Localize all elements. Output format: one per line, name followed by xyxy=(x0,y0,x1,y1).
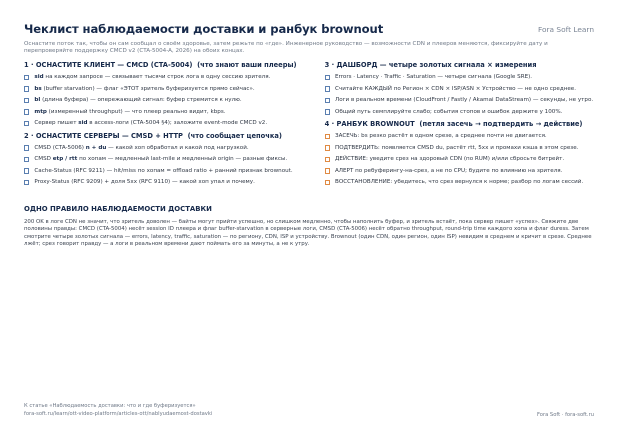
checkbox-icon[interactable] xyxy=(24,121,29,126)
checklist-item-text xyxy=(335,86,576,93)
checklist-item[interactable] xyxy=(24,109,297,116)
checkbox-icon[interactable] xyxy=(325,168,330,173)
section-3-heading: 3 · ДАШБОРД — четыре золотых сигнала × измерения xyxy=(324,61,537,70)
item-prefix: CMSD xyxy=(34,156,53,163)
section-2-heading: 2 · ОСНАСТИТЕ СЕРВЕРЫ — CMSD + HTTP (что сообщает цепочка) xyxy=(24,131,282,140)
section-4-list xyxy=(325,133,596,186)
checklist-item[interactable] xyxy=(325,133,596,140)
checkbox-icon[interactable] xyxy=(325,180,330,185)
item-description: ВОССТАНОВЛЕНИЕ: убедитесь, что срез вернулся к норме; разбор по логам сессий. xyxy=(334,179,584,186)
checkbox-icon[interactable] xyxy=(325,145,330,150)
item-description: на каждом запросе — связывает тысячи строк лога в одну сессию зрителя. xyxy=(43,74,271,81)
checkbox-icon[interactable] xyxy=(24,75,29,80)
item-description: (длина буфера) — опережающий сигнал: буфер стремится к нулю. xyxy=(40,97,242,104)
checklist-item-text xyxy=(34,145,248,152)
item-key-term: mtp xyxy=(34,108,47,115)
left-column xyxy=(24,61,297,190)
brand-label: Fora Soft Learn xyxy=(537,25,594,34)
checklist-item[interactable] xyxy=(325,145,596,152)
checklist-item[interactable] xyxy=(24,86,297,93)
checklist-item-text xyxy=(335,156,564,163)
item-description: Errors · Latency · Traffic · Saturation — четыре сигнала (Google SRE). xyxy=(334,74,533,81)
item-description: по хопам — медленный last-mile и медленный origin — разные фиксы. xyxy=(77,156,288,163)
checklist-item[interactable] xyxy=(325,86,596,93)
checklist-item[interactable] xyxy=(325,109,596,116)
checklist-item[interactable] xyxy=(325,168,596,175)
checklist-item[interactable] xyxy=(325,97,596,104)
item-description: — какой хоп обработал и какой под нагрузкой. xyxy=(106,144,249,151)
checkbox-icon[interactable] xyxy=(24,86,29,91)
checklist-item[interactable] xyxy=(325,74,596,81)
item-description: Cache-Status (RFC 9211) — hit/miss по хопам = offload ratio + ранний признак brownout. xyxy=(34,167,293,174)
footer-source xyxy=(24,402,212,418)
checkbox-icon[interactable] xyxy=(24,145,29,150)
checkbox-icon[interactable] xyxy=(325,98,330,103)
item-description: АЛЕРТ по ребуферингу-на-срез, а не по CPU; будите по влиянию на зрителя. xyxy=(334,167,563,174)
checkbox-icon[interactable] xyxy=(24,180,29,185)
rule-paragraph: 200 OK в логе CDN не значит, что зритель доволен — байты могут прийти успешно, но слишком медленно, чтобы наполнить буфер, и зритель встаёт, пока сервер пишет «успех». Свяжите две половины правды: CMCD (CTA-5004) несёт session ID плеера и флаг buffer-starvation в серверные логи, CMSD (CTA-5006) несёт обратно throughput, round-trip time каждого хопа и флаг duress. Затем смотрите четыре золотых сигнала — errors, latency, traffic, saturation — по региону, CDN, ISP и устройству. Brownout (один CDN, один регион, один ISP) невидим в среднем и кричит в срезе. Среднее лжёт; срез говорит правду — а логи в реальном времени дают поймать его за минуты, а не к утру. xyxy=(24,218,592,247)
item-description: Общий путь семплируйте слабо; события стопов и ошибок держите у 100%. xyxy=(334,108,563,115)
checklist-item[interactable] xyxy=(24,97,297,104)
checklist-item-text xyxy=(335,145,579,152)
checkbox-icon[interactable] xyxy=(325,109,330,114)
right-column xyxy=(325,61,596,190)
item-description: (измеренный throughput) — что плеер реально видит, kbps. xyxy=(46,108,226,115)
checklist-item[interactable] xyxy=(325,156,596,163)
checklist-item[interactable] xyxy=(24,145,297,152)
item-key-term: n + du xyxy=(85,144,107,151)
checklist-item-text xyxy=(34,74,270,81)
checklist-item-text xyxy=(335,168,562,175)
checklist-item-text xyxy=(34,120,267,127)
rule-heading: ОДНО ПРАВИЛО НАБЛЮДАЕМОСТИ ДОСТАВКИ xyxy=(24,204,212,213)
page-title: Чеклист наблюдаемости доставки и ранбук brownout xyxy=(24,22,384,36)
checklist-item-text xyxy=(34,86,254,93)
checklist-item[interactable] xyxy=(325,179,596,186)
checklist-item-text xyxy=(335,109,562,116)
checkbox-icon[interactable] xyxy=(325,134,330,139)
checklist-item-text xyxy=(34,109,225,116)
checklist-item-text xyxy=(335,133,547,140)
checkbox-icon[interactable] xyxy=(325,86,330,91)
section-4-heading: 4 · РАНБУК BROWNOUT (петля засечь → подтвердить → действие) xyxy=(324,120,583,129)
checklist-item[interactable] xyxy=(24,120,297,127)
item-description: Логи в реальном времени (CloudFront / Fastly / Akamai DataStream) — секунды, не утро. xyxy=(334,97,594,104)
checkbox-icon[interactable] xyxy=(24,109,29,114)
checkbox-icon[interactable] xyxy=(24,98,29,103)
checklist-item-text xyxy=(34,168,292,175)
section-1-heading: 1 · ОСНАСТИТЕ КЛИЕНТ — CMCD (CTA-5004) (что знают ваши плееры) xyxy=(24,61,297,70)
checklist-item-text xyxy=(34,156,287,163)
checklist-item[interactable] xyxy=(24,179,297,186)
page-subtitle: Оснастите поток так, чтобы он сам сообщал о своём здоровье, затем режьте по «где». Инженерное руководство — возможности CDN и плееров меняются, фиксируйте дату и перепроверяйте поддержку CMCD v2 (CTA-5004-A, 2026) на обоих концах. xyxy=(24,41,548,55)
footer-url[interactable]: fora-soft.ru/learn/ott-video-platform/articles-ott/nablyudaemost-dostavki xyxy=(24,411,213,417)
item-key-term: bs xyxy=(34,85,42,92)
checkbox-icon[interactable] xyxy=(325,157,330,162)
checkbox-icon[interactable] xyxy=(325,75,330,80)
item-description: ДЕЙСТВИЕ: уведите срез на здоровый CDN (по RUM) и/или сбросьте битрейт. xyxy=(334,156,565,163)
checklist-item-text xyxy=(34,179,254,186)
item-prefix: CMSD (CTA-5006) xyxy=(34,144,86,151)
footer-article-label: К статье «Наблюдаемость доставки: что и где буферизуется» xyxy=(24,403,196,409)
checkbox-icon[interactable] xyxy=(24,157,29,162)
item-key-term: etp / rtt xyxy=(52,156,78,163)
item-description: Считайте КАЖДЫЙ по Регион × CDN × ISP/ASN × Устройство — не одно среднее. xyxy=(334,85,577,92)
item-key-term: sid xyxy=(78,120,88,127)
checklist-item-text xyxy=(34,97,241,104)
checklist-item-text xyxy=(335,97,593,104)
section-2-list xyxy=(24,145,297,187)
item-description: (buffer starvation) — флаг «ЭТОТ зритель буферизуется прямо сейчас». xyxy=(41,85,255,92)
item-description: в access-логи (CTA-5004 §4); заложите event-mode CMCD v2. xyxy=(87,120,268,127)
section-1-list xyxy=(24,74,297,127)
item-key-term: bl xyxy=(34,97,41,104)
item-prefix: Сервер пишет xyxy=(34,120,79,127)
footer-site[interactable]: Fora Soft · fora-soft.ru xyxy=(536,412,594,418)
checklist-item-text xyxy=(335,74,532,81)
checklist-item[interactable] xyxy=(24,156,297,163)
checkbox-icon[interactable] xyxy=(24,168,29,173)
checklist-item[interactable] xyxy=(24,74,297,81)
item-description: Proxy-Status (RFC 9209) + доля 5xx (RFC 9110) — какой хоп упал и почему. xyxy=(34,179,255,186)
section-3-list xyxy=(325,74,596,116)
item-description: ПОДТВЕРДИТЬ: появляется CMSD du, растёт rtt, 5xx и промахи кэша в этом срезе. xyxy=(334,144,579,151)
checklist-item[interactable] xyxy=(24,168,297,175)
item-key-term: sid xyxy=(34,74,44,81)
item-description: ЗАСЕЧЬ: bs резко растёт в одном срезе, а среднее почти не двигается. xyxy=(334,133,547,140)
checklist-item-text xyxy=(335,179,583,186)
